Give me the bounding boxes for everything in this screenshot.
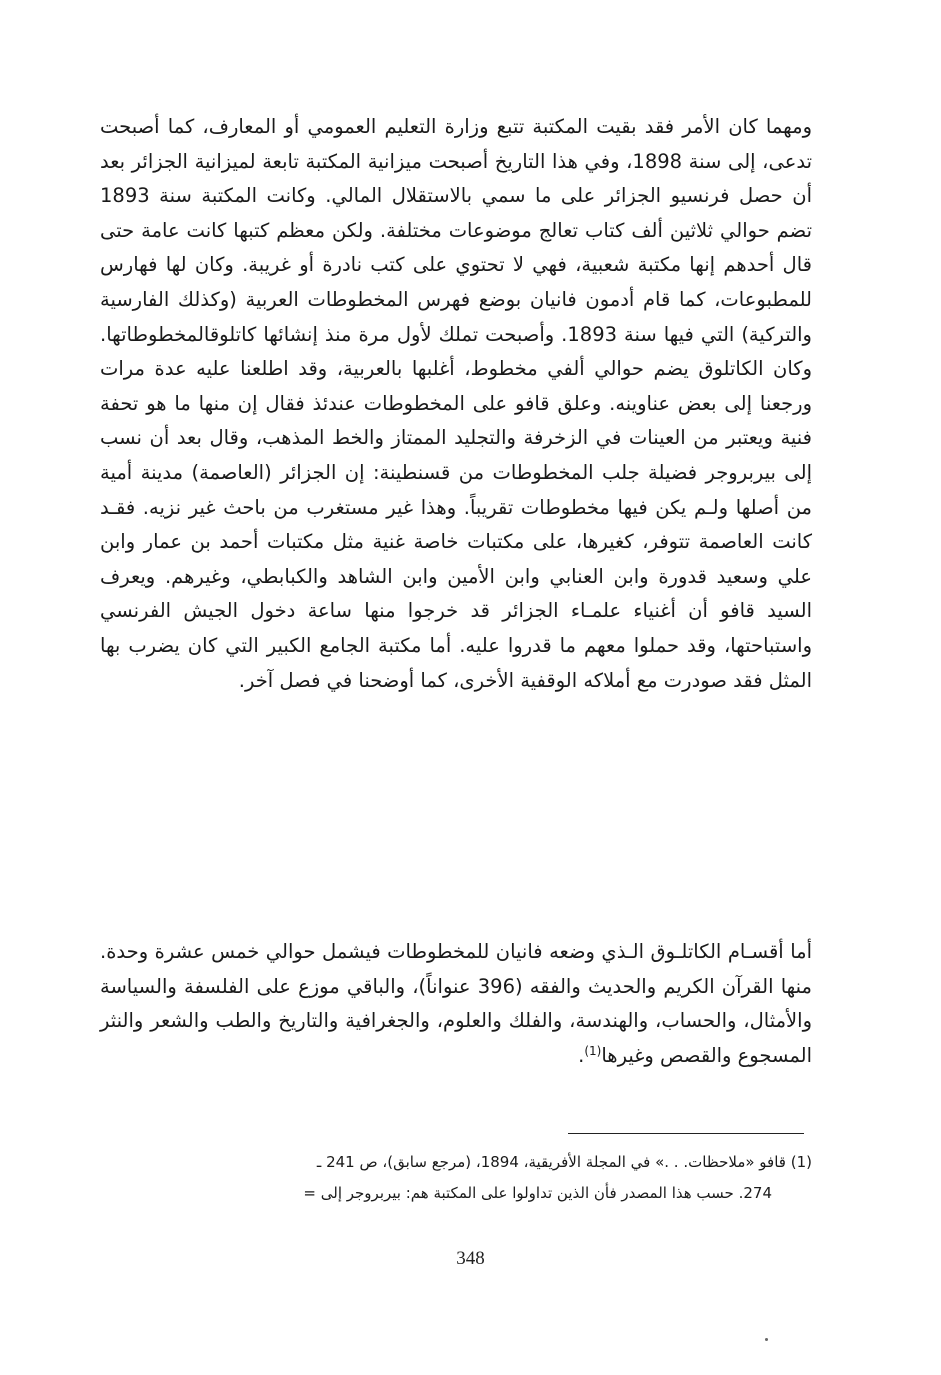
footnote-separator [568,1133,804,1134]
body-paragraph-2-text: أما أقسـام الكاتلـوق الـذي وضعه فانيان للمخطوطات فيشمل حوالي خمس عشرة وحدة. منها القرآن الكريم والحديث والفقه (396 عنواناً)، والباقي موزع على الفلسفة والسياسة والأمثال، والحساب، والهندسة، والفلك والعلوم، والجغرافية والتاريخ والطب والشعر والنثر المسجوع والقصص وغيرها [100,940,812,1067]
footnote [100,1147,812,1209]
page-number: 348 [456,1248,485,1269]
body-paragraph-2 [100,935,812,1073]
body-paragraph-2-end: . [578,1043,585,1067]
footnote-line-2: 274. حسب هذا المصدر فأن الذين تداولوا على المكتبة هم: بيربروجر إلى = [303,1184,772,1202]
body-paragraph-1: ومهما كان الأمر فقد بقيت المكتبة تتبع وزارة التعليم العمومي أو المعارف، كما أصبحت تدعى، إلى سنة 1898، وفي هذا التاريخ أصبحت ميزانية المكتبة تابعة لميزانية الجزائر بعد أن حصل فرنسيو الجزائر على ما سمي بالاستقلال المالي. وكانت المكتبة سنة 1893 تضم حوالي ثلاثين ألف كتاب تعالج موضوعات مختلفة. ولكن معظم كتبها كانت عامة حتى قال أحدهم إنها مكتبة شعبية، فهي لا تحتوي على كتب نادرة أو غريبة. وكان لها فهارس للمطبوعات، كما قام أدمون فانيان بوضع فهرس المخطوطات العربية (وكذلك الفارسية والتركية) التي فيها سنة 1893. وأصبحت تملك لأول مرة منذ إنشائها كاتلوقالمخطوطاتها. وكان الكاتلوق يضم حوالي ألفي مخطوط، أغلبها بالعربية، وقد اطلعنا عليه عدة مرات ورجعنا إلى بعض عناوينه. وعلق قافو على المخطوطات عندئذ فقال إن منها ما هو تحفة فنية ويعتبر من العينات في الزخرفة والتجليد الممتاز والخط المذهب، وقال بعد أن نسب إلى بيربروجر فضيلة جلب المخطوطات من قسنطينة: إن الجزائر (العاصمة) مدينة أمية من أصلها ولـم يكن فيها مخطوطات تقريباً. وهذا غير مستغرب من باحث غير نزيه. فقـد كانت العاصمة تتوفر، كغيرها، على مكتبات خاصة غنية مثل مكتبات أحمد بن عمار وابن علي وسعيد قدورة وابن العنابي وابن الأمين وابن الشاهد والكبابطي، وغيرهم. ويعرف السيد قافو أن أغنياء علمـاء الجزائر قد خرجوا منها ساعة دخول الجيش الفرنسي واستباحتها، وقد حملوا معهم ما قدروا عليه. أما مكتبة الجامع الكبير التي كان يضرب بها المثل فقد صودرت مع أملاكه الوقفية الأخرى، كما أوضحنا في فصل آخر. [100,115,812,692]
scan-speck [765,1338,768,1341]
footnote-line-1: (1) قافو «ملاحظات. . .» في المجلة الأفريقية، 1894، (مرجع سابق)، ص 241 ـ [316,1153,812,1171]
footnote-reference: (1) [584,1043,602,1058]
